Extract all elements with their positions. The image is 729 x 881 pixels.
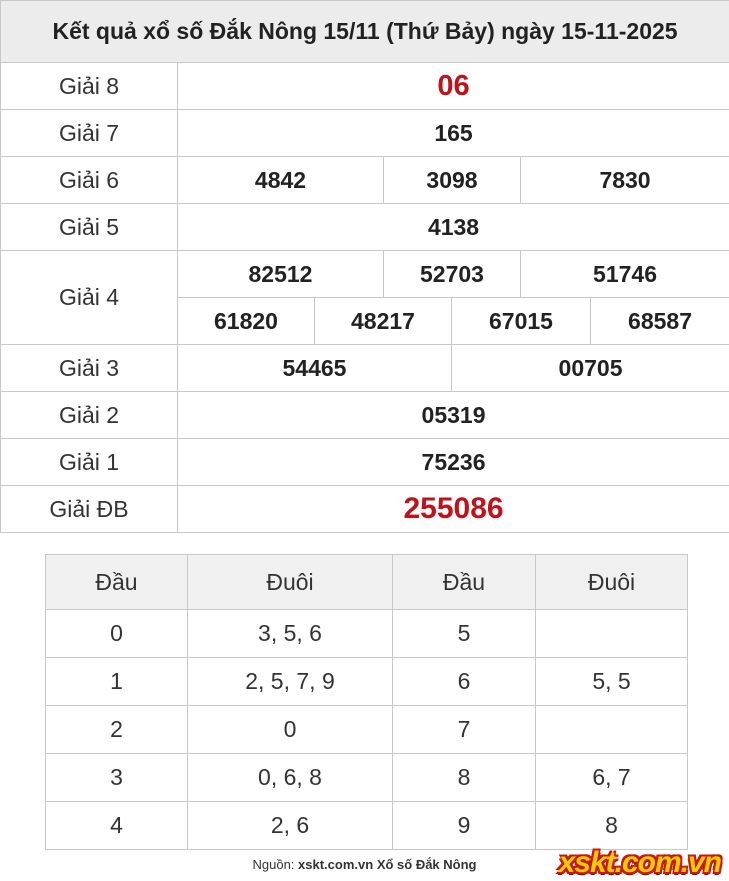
loto-header: Đuôi <box>536 555 688 610</box>
loto-cell: 9 <box>393 802 536 850</box>
loto-row <box>46 610 688 658</box>
prize-number: 165 <box>178 110 729 157</box>
loto-header: Đuôi <box>188 555 393 610</box>
loto-row <box>46 802 688 850</box>
loto-cell: 5 <box>393 610 536 658</box>
loto-cell: 0 <box>188 706 393 754</box>
loto-cell: 2 <box>46 706 188 754</box>
prize-number: 4138 <box>178 204 729 251</box>
page-title: Kết quả xổ số Đắk Nông 15/11 (Thứ Bảy) ngày 15-11-2025 <box>1 1 729 63</box>
prize-row-g3 <box>1 345 729 392</box>
prize-number: 54465 <box>178 345 452 392</box>
prize-number: 00705 <box>452 345 729 392</box>
prize-number: 68587 <box>591 298 729 345</box>
loto-cell: 3, 5, 6 <box>188 610 393 658</box>
loto-header-row <box>46 555 688 610</box>
prize-label: Giải 8 <box>1 63 178 110</box>
loto-header: Đầu <box>46 555 188 610</box>
prize-label: Giải 5 <box>1 204 178 251</box>
loto-header: Đầu <box>393 555 536 610</box>
loto-cell: 8 <box>393 754 536 802</box>
loto-cell <box>536 706 688 754</box>
loto-cell: 7 <box>393 706 536 754</box>
loto-cell: 2, 5, 7, 9 <box>188 658 393 706</box>
prize-row-g5 <box>1 204 729 251</box>
loto-row <box>46 706 688 754</box>
prize-row-g1 <box>1 439 729 486</box>
prize-number: 75236 <box>178 439 729 486</box>
loto-cell: 4 <box>46 802 188 850</box>
prize-label: Giải 6 <box>1 157 178 204</box>
source-prefix: Nguồn: <box>252 857 295 872</box>
loto-cell: 6 <box>393 658 536 706</box>
source-link[interactable]: xskt.com.vn <box>298 857 374 872</box>
loto-cell: 0, 6, 8 <box>188 754 393 802</box>
prize-label: Giải 3 <box>1 345 178 392</box>
loto-cell: 6, 7 <box>536 754 688 802</box>
prize-row-db <box>1 486 729 533</box>
loto-row <box>46 754 688 802</box>
prize-number: 06 <box>178 63 729 110</box>
prize-number: 51746 <box>521 251 729 298</box>
loto-row <box>46 658 688 706</box>
prize-number: 4842 <box>178 157 384 204</box>
prize-label: Giải 2 <box>1 392 178 439</box>
loto-cell <box>536 610 688 658</box>
prize-number: 61820 <box>178 298 315 345</box>
prize-row-g4 <box>1 251 729 298</box>
prize-number: 82512 <box>178 251 384 298</box>
prize-label: Giải ĐB <box>1 486 178 533</box>
prize-number: 52703 <box>384 251 521 298</box>
prize-row-g7 <box>1 110 729 157</box>
loto-cell: 3 <box>46 754 188 802</box>
prize-number: 05319 <box>178 392 729 439</box>
prize-row-g2 <box>1 392 729 439</box>
prize-number: 3098 <box>384 157 521 204</box>
prize-label: Giải 1 <box>1 439 178 486</box>
prize-row-g6 <box>1 157 729 204</box>
loto-cell: 0 <box>46 610 188 658</box>
site-logo[interactable]: xskt.com.vn <box>558 846 721 879</box>
loto-cell: 2, 6 <box>188 802 393 850</box>
prize-row-g8 <box>1 63 729 110</box>
loto-cell: 5, 5 <box>536 658 688 706</box>
prize-label: Giải 7 <box>1 110 178 157</box>
loto-table <box>45 554 688 850</box>
prize-number: 7830 <box>521 157 729 204</box>
loto-cell: 8 <box>536 802 688 850</box>
prize-label: Giải 4 <box>1 251 178 345</box>
loto-cell: 1 <box>46 658 188 706</box>
special-prize-number: 255086 <box>178 486 729 533</box>
prize-number: 48217 <box>315 298 452 345</box>
source-name: Xổ số Đắk Nông <box>376 857 477 872</box>
prize-number: 67015 <box>452 298 591 345</box>
